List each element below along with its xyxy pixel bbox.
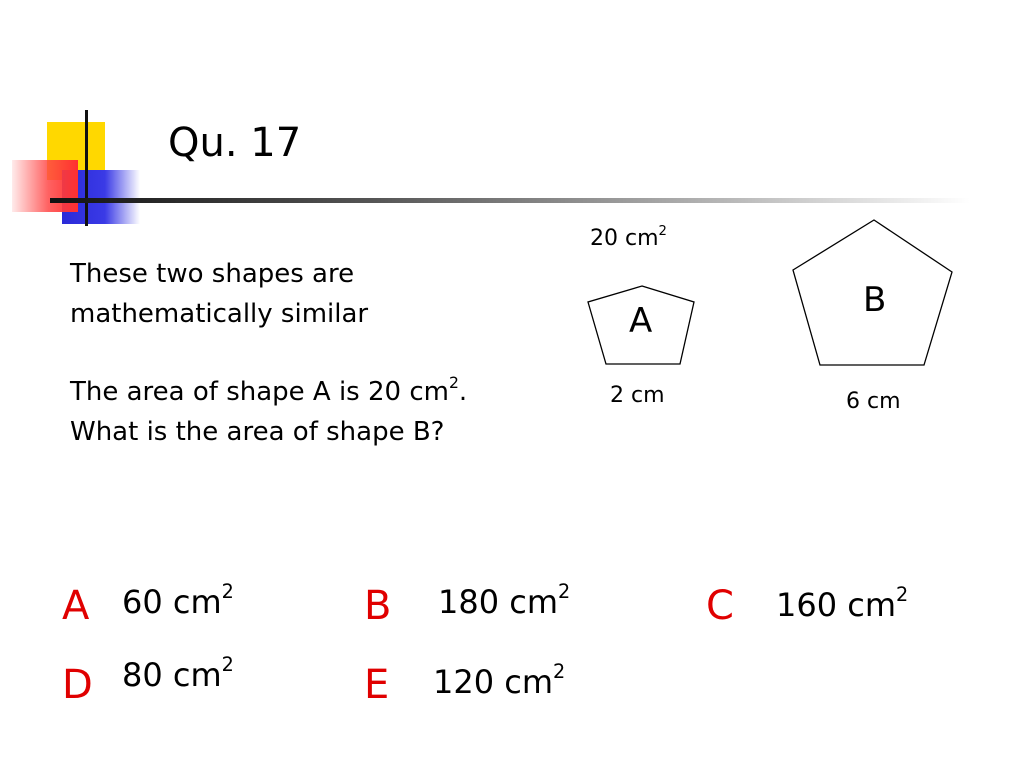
shape-b-side-label: 6 cm: [846, 389, 901, 414]
choice-b-letter[interactable]: B: [364, 583, 392, 629]
choice-c-value[interactable]: 160 $cm^2$: [776, 583, 909, 624]
question-line-2: mathematically similar: [70, 299, 369, 329]
shape-b-letter: B: [863, 280, 887, 320]
shape-a-letter: A: [629, 301, 653, 341]
choice-d-letter[interactable]: D: [62, 662, 93, 708]
choice-c-letter[interactable]: C: [706, 583, 734, 629]
choice-a-value[interactable]: 60 $cm^2$: [122, 580, 234, 621]
question-line-1: These two shapes are: [70, 259, 355, 289]
shape-a-area-label: 20 $cm^2$: [590, 223, 667, 251]
choice-b-value[interactable]: 180 $cm^2$: [438, 580, 571, 621]
question-line-4: What is the area of shape B?: [70, 417, 445, 447]
page-title: Qu. 17: [168, 120, 302, 166]
shape-a-side-label: 2 cm: [610, 383, 665, 408]
choice-e-letter[interactable]: E: [364, 662, 390, 708]
question-line-3: The area of shape A is 20 $cm^2$.: [70, 374, 468, 407]
choice-d-value[interactable]: 80 $cm^2$: [122, 653, 234, 694]
choice-e-value[interactable]: 120 $cm^2$: [433, 660, 566, 701]
choice-a-letter[interactable]: A: [62, 583, 90, 629]
